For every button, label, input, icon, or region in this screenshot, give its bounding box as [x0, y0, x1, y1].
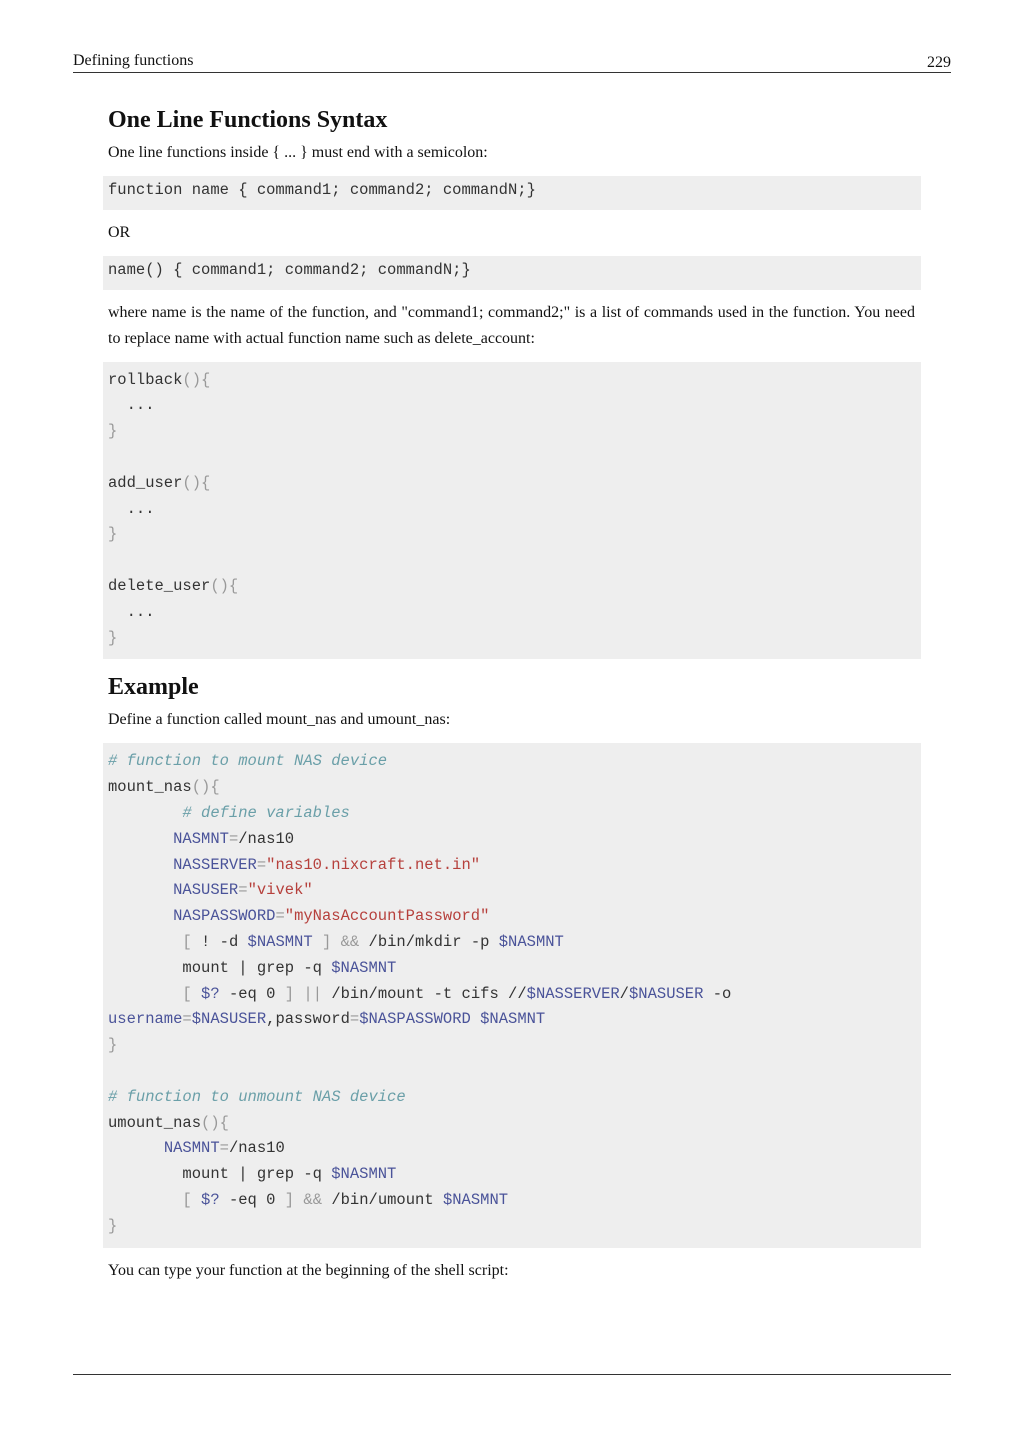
code-fn-umount-nas: umount_nas — [108, 1113, 202, 1132]
code-var: NASMNT — [173, 829, 229, 848]
section-heading-example: Example — [108, 674, 199, 701]
code-var-ref: $NASMNT — [498, 932, 564, 951]
code-block-mount-nas: # function to mount NAS device mount_nas(){ # define variables NASMNT=/nas10 NASSERVER="nas10.nixcraft.net.in" NASUSER="vivek" NASPASSWORD="myNasAccountPassword" [ ! -d $NASMNT ] && /bin/mkdir -p $NASMNT mount | grep -q $NASMNT [ $? -eq 0 ] || /bin/mount -t cifs //$NASSERVER/$NASUSER -o username=$NASUSER,password=$NASPASSWORD $NASMNT } # function to unmount NAS device umount_nas(){ NASMNT=/nas10 mount | grep -q $NASMNT [ $? -eq 0 ] && /bin/umount $NASMNT } — [103, 743, 921, 1247]
code-status-ref: $? — [201, 1190, 220, 1209]
code-cmd: /bin/mkdir -p — [359, 932, 499, 951]
code-paren: (){ — [191, 778, 220, 797]
header-title: Defining functions — [73, 52, 194, 69]
code-ellipsis: ... — [126, 602, 155, 621]
code-paren: (){ — [201, 1113, 229, 1132]
code-block-one-line-name: name() { command1; command2; commandN;} — [103, 256, 921, 290]
paragraph-outro: You can type your function at the beginning of the shell script: — [108, 1261, 509, 1279]
code-cmd: /bin/umount — [322, 1190, 443, 1209]
paragraph-or: OR — [108, 223, 131, 241]
code-string: "vivek" — [247, 881, 313, 900]
code-var-ref: $NASMNT — [442, 1190, 509, 1209]
code-var-ref: $NASMNT — [331, 958, 397, 977]
code-block-function-stubs — [103, 362, 921, 660]
code-value: /nas10 — [238, 829, 295, 848]
code-paren: (){ — [182, 473, 211, 492]
code-brace: } — [108, 628, 118, 647]
code-var: NASMNT — [163, 1139, 220, 1158]
code-status-ref: $? — [201, 984, 220, 1003]
code-key: username — [108, 1010, 183, 1029]
code-var-ref: $NASMNT — [480, 1010, 546, 1029]
code-paren: (){ — [182, 370, 211, 389]
code-string: "myNasAccountPassword" — [284, 907, 490, 926]
code-opt: -o — [703, 984, 732, 1003]
page-content — [103, 104, 921, 1284]
page-header — [73, 50, 951, 73]
page-number: 229 — [927, 54, 951, 71]
code-var-ref: $NASMNT — [247, 932, 313, 951]
code-var-ref: $NASUSER — [191, 1010, 267, 1029]
code-brace: } — [108, 422, 118, 441]
code-comment: # function to mount NAS device — [108, 752, 388, 771]
section-heading-one-line: One Line Functions Syntax — [108, 107, 388, 133]
code-fn-add-user: add_user — [108, 473, 183, 492]
code-string: "nas10.nixcraft.net.in" — [266, 855, 481, 874]
code-comment: # define variables — [182, 803, 350, 822]
code-key: ,password — [266, 1010, 350, 1029]
code-var: NASSERVER — [173, 855, 257, 874]
code-ellipsis: ... — [126, 396, 155, 415]
code-cmd: mount | grep -q — [182, 1165, 332, 1184]
code-cmd: mount | grep -q — [182, 958, 332, 977]
paragraph-example-intro: Define a function called mount_nas and umount_nas: — [108, 711, 451, 729]
code-test: -eq 0 — [219, 984, 285, 1003]
code-paren: (){ — [210, 576, 239, 595]
code-test: -eq 0 — [219, 1190, 285, 1209]
code-test: ! -d — [191, 932, 248, 951]
code-fn-mount-nas: mount_nas — [108, 778, 192, 797]
code-fn-rollback: rollback — [108, 370, 183, 389]
code-cmd: /bin/mount -t cifs // — [322, 984, 527, 1003]
explanation-line-2: You need to replace name with actual function name such as delete_account: — [108, 303, 915, 347]
code-value: /nas10 — [228, 1139, 285, 1158]
code-var-ref: $NASMNT — [331, 1165, 397, 1184]
paragraph-intro: One line functions inside { ... } must end with a semicolon: — [108, 144, 488, 161]
code-ellipsis: ... — [126, 499, 155, 518]
code-var-ref: $NASUSER — [628, 984, 704, 1003]
code-brace: } — [108, 525, 118, 544]
explanation-line-1: where name is the name of the function, and "command1; command2;" is a list of commands used in the function. — [108, 303, 851, 321]
code-comment: # function to unmount NAS device — [108, 1087, 406, 1106]
paragraph-explanation — [108, 300, 915, 352]
code-var-ref: $NASPASSWORD — [359, 1010, 471, 1029]
code-block-one-line-function: function name { command1; command2; commandN;} — [103, 176, 921, 210]
code-var-ref: $NASSERVER — [526, 984, 620, 1003]
code-var: NASPASSWORD — [173, 907, 276, 926]
footer-rule — [73, 1374, 951, 1375]
code-fn-delete-user: delete_user — [108, 576, 211, 595]
code-brace: } — [108, 1216, 118, 1235]
code-var: NASUSER — [173, 881, 239, 900]
code-brace: } — [108, 1036, 118, 1055]
